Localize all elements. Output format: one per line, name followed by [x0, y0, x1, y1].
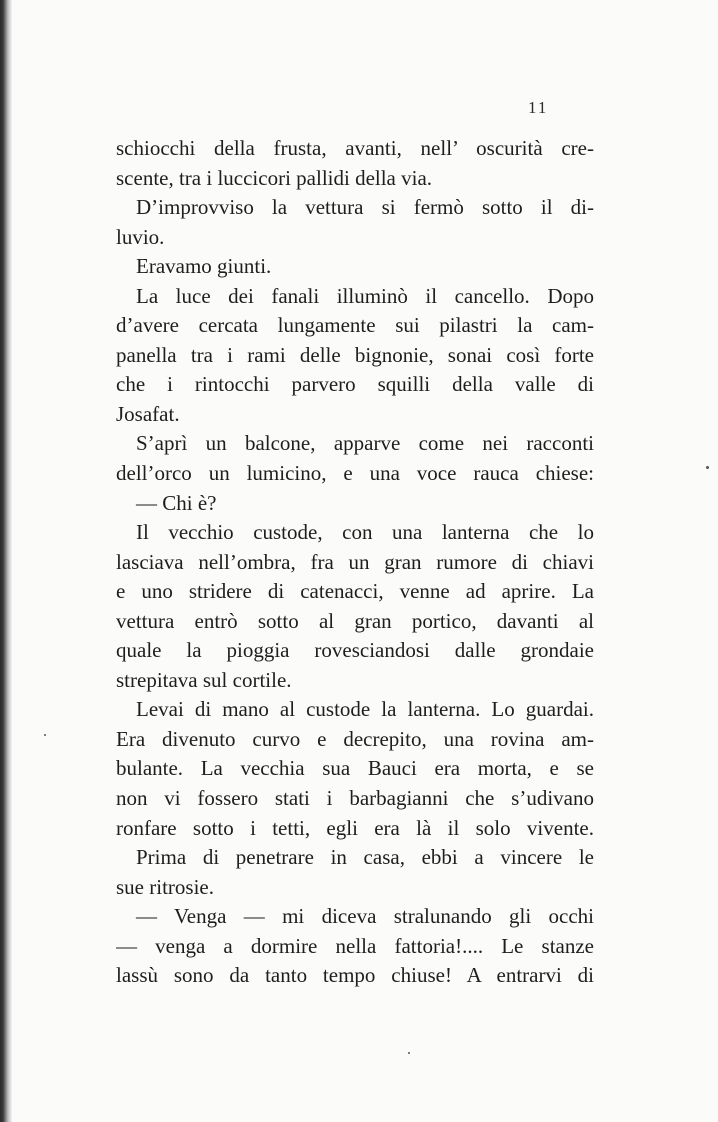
page-number: 11 [528, 98, 549, 117]
text-line: lasciava nell’ombra, fra un gran rumore di chiavi [116, 549, 594, 574]
text-line: Il vecchio custode, con una lanterna che lo [136, 520, 594, 545]
text-line: — Venga — mi diceva stralunando gli occhi [136, 904, 594, 929]
text-line: Levai di mano al custode la lanterna. Lo guardai. [136, 697, 594, 722]
text-line: D’improvviso la vettura si fermò sotto il di- [136, 195, 594, 220]
text-line: La luce dei fanali illuminò il cancello. Dopo [136, 283, 594, 308]
text-line: sue ritrosie. [116, 874, 214, 899]
text-line: ronfare sotto i tetti, egli era là il solo vivente. [116, 815, 594, 840]
text-line: d’avere cercata lungamente sui pilastri la cam- [116, 313, 594, 338]
print-speck [706, 466, 709, 469]
text-line: Era divenuto curvo e decrepito, una rovina am- [116, 726, 594, 751]
text-line: — venga a dormire nella fattoria!.... Le stanze [116, 933, 594, 958]
text-line: luvio. [116, 224, 165, 249]
text-line: che i rintocchi parvero squilli della valle di [116, 372, 594, 397]
text-line: S’aprì un balcone, apparve come nei racconti [136, 431, 594, 456]
print-speck [408, 1052, 410, 1054]
text-line: bulante. La vecchia sua Bauci era morta, e se [116, 756, 594, 781]
text-line: vettura entrò sotto al gran portico, davanti al [116, 608, 594, 633]
text-line: Josafat. [116, 401, 180, 426]
text-line: Eravamo giunti. [136, 254, 272, 279]
text-line: e uno stridere di catenacci, venne ad aprire. La [116, 579, 594, 604]
text-line: strepitava sul cortile. [116, 667, 292, 692]
text-line: panella tra i rami delle bignonie, sonai così forte [116, 342, 594, 367]
body-text [116, 134, 594, 991]
text-line: scente, tra i luccicori pallidi della via. [116, 165, 433, 190]
text-line: schiocchi della frusta, avanti, nell’ oscurità cre- [116, 136, 594, 160]
text-line: dell’orco un lumicino, e una voce rauca chiese: [116, 461, 594, 486]
print-speck [44, 734, 46, 736]
page-spine-edge [0, 0, 12, 1122]
text-line: non vi fossero stati i barbagianni che s’udivano [116, 786, 594, 811]
text-line: — Chi è? [136, 490, 217, 515]
text-line: quale la pioggia rovesciandosi dalle grondaie [116, 638, 594, 663]
text-line: lassù sono da tanto tempo chiuse! A entrarvi di [116, 963, 594, 988]
text-line: Prima di penetrare in casa, ebbi a vincere le [136, 845, 594, 870]
